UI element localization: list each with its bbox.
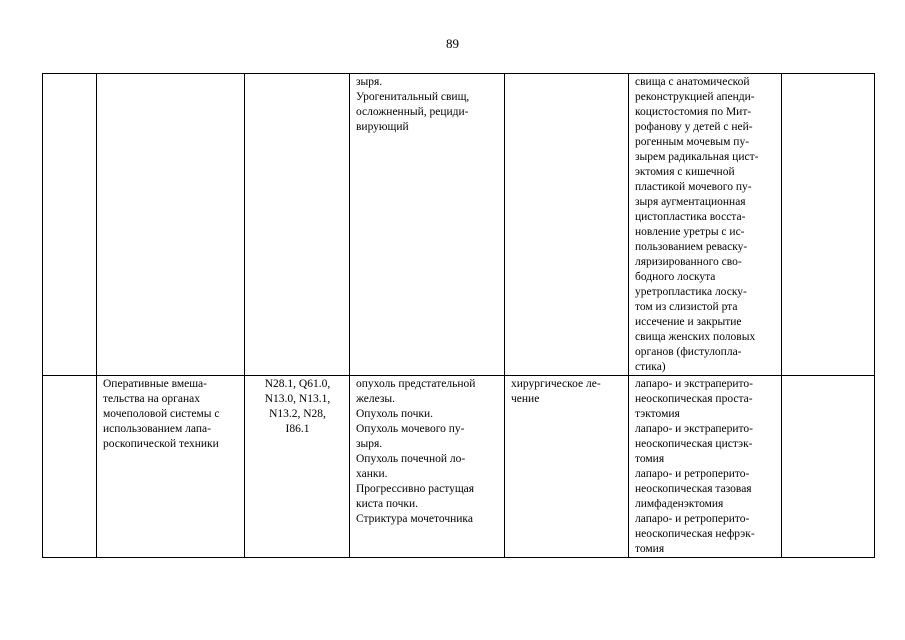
cell-text-line: свища женских половых [635,331,756,343]
cell-text-line: хирургическое ле- [511,378,601,390]
cell-text-line: рофанову у детей с ней- [635,121,753,133]
cell-text-line: новление уретры с ис- [635,226,745,238]
cell-text-line: Прогрессивно растущая [356,483,475,495]
cell-text-line: использованием лапа- [103,423,211,435]
cell-text-line: том из слизистой рта [635,301,738,313]
cell-text-line: неоскопическая цистэк- [635,438,753,450]
cell-text-line: стика) [635,361,666,373]
cell-text-line: зырем радикальная цист- [635,151,759,163]
row2-icd-codes-cell [245,376,350,558]
row1-col7-cell [782,74,875,376]
cell-text-line: томия [635,543,665,555]
cell-text-line: Урогенитальный свищ, [356,91,470,103]
cell-text-line: зыря. [356,76,383,88]
cell-text-line: Опухоль мочевого пу- [356,423,465,435]
cell-text-line: рогенным мочевым пу- [635,136,750,148]
page-number: 89 [446,36,459,51]
cell-text-line: цистопластика восста- [635,211,746,223]
cell-text-line: пользованием реваску- [635,241,748,253]
cell-text-line: ханки. [356,468,388,480]
cell-text-line: коцистостомия по Мит- [635,106,752,118]
row1-icd-codes-cell [245,74,350,376]
cell-text-line: железы. [356,393,396,405]
cell-text-line: неоскопическая тазовая [635,483,752,495]
cell-text-line: ляризированного сво- [635,256,742,268]
cell-text-line: зыря. [356,438,383,450]
cell-text-line: неоскопическая проста- [635,393,753,405]
cell-text-line: органов (фистулопла- [635,346,742,358]
cell-text-line: свища с анатомической [635,76,750,88]
cell-text-line: тэктомия [635,408,680,420]
cell-text-line: N13.0, N13.1, [264,393,331,405]
cell-text-line: томия [635,453,665,465]
row2-col7-cell [782,376,875,558]
cell-text-line: иссечение и закрытие [635,316,742,328]
cell-text-line: чение [511,393,540,405]
row1-treatment-type-cell [505,74,629,376]
cell-text-line: Оперативные вмеша- [103,378,207,390]
cell-text-line: N28.1, Q61.0, [264,378,331,390]
cell-text-line: N13.2, N28, [269,408,326,420]
table-row [43,74,875,376]
cell-text-line: роскопической техники [103,438,219,450]
cell-text-line: опухоль предстательной [356,378,476,390]
cell-text-line: Опухоль почки. [356,408,433,420]
cell-text-line: I86.1 [285,423,310,435]
row2-diagnosis-cell [350,376,505,558]
cell-text-line: тельства на органах [103,393,200,405]
cell-text-line: неоскопическая нефрэк- [635,528,755,540]
medical-procedures-table [42,73,875,558]
cell-text-line: лапаро- и экстраперито- [635,423,754,435]
cell-text-line: лапаро- и экстраперито- [635,378,754,390]
row2-treatment-type-cell [505,376,629,558]
cell-text-line: бодного лоскута [635,271,716,283]
cell-text-line: лапаро- и ретроперито- [635,513,750,525]
row1-method-cell [629,74,782,376]
row1-col1-cell [43,74,97,376]
cell-text-line: мочеполовой системы с [103,408,220,420]
row2-intervention-name-cell [97,376,245,558]
row1-diagnosis-cell [350,74,505,376]
row2-col1-cell [43,376,97,558]
cell-text-line: пластикой мочевого пу- [635,181,752,193]
cell-text-line: реконструкцией апенди- [635,91,755,103]
cell-text-line: осложненный, рециди- [356,106,469,118]
table-row [43,376,875,558]
cell-text-line: эктомия с кишечной [635,166,735,178]
row1-col2-cell [97,74,245,376]
cell-text-line: Стриктура мочеточника [356,513,473,525]
cell-text-line: вирующий [356,121,409,133]
cell-text-line: лимфаденэктомия [635,498,724,510]
cell-text-line: киста почки. [356,498,418,510]
cell-text-line: зыря аугментационная [635,196,746,208]
cell-text-line: уретропластика лоску- [635,286,747,298]
row2-method-cell [629,376,782,558]
cell-text-line: Опухоль почечной ло- [356,453,466,465]
cell-text-line: лапаро- и ретроперито- [635,468,750,480]
